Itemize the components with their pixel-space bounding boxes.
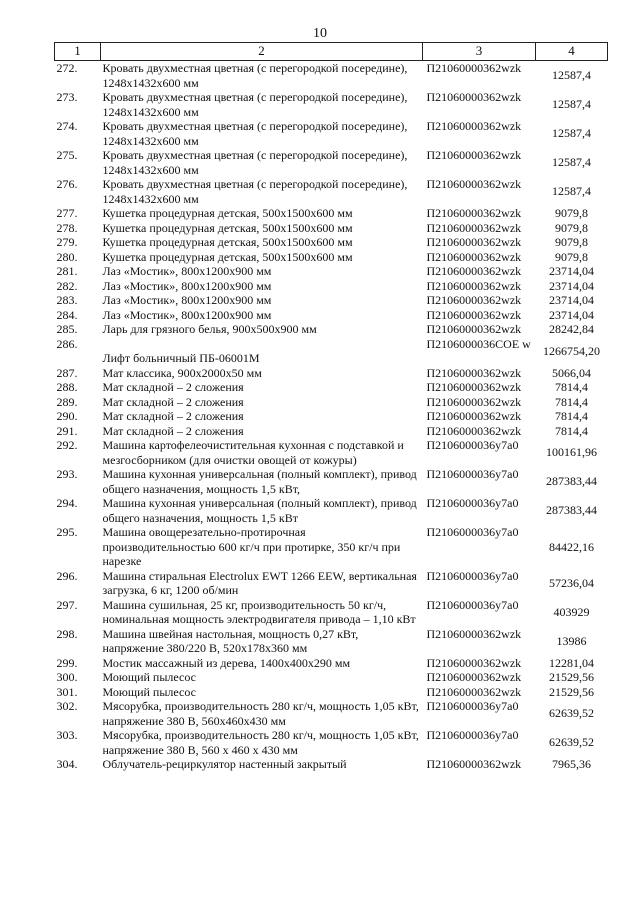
item-name: Машина стиральная Electrolux EWT 1266 EEW, вертикальная загрузка, 6 кг, 1200 об/мин [102,568,417,597]
row-number: 279. [56,235,78,249]
item-name: Лаз «Мостик», 800х1200х900 мм [102,264,272,278]
item-price: 13986 [556,633,587,648]
table-row [55,308,608,323]
row-number: 303. [56,728,78,742]
item-code: П21060000362wzk [426,148,522,162]
item-price: 5066,04 [552,365,591,380]
item-price: 21529,56 [549,684,594,699]
item-code: П21060000362wzk [426,206,522,220]
item-price: 403929 [553,604,590,619]
table-row [55,206,608,221]
item-code: П21060000362wzk [426,409,522,423]
item-code: П21060000362wzk [426,684,522,699]
table-row [55,119,608,148]
item-price: 9079,8 [555,220,588,235]
table-row [55,221,608,236]
table-row [55,409,608,424]
item-price: 7814,4 [555,409,588,423]
item-price: 21529,56 [549,670,594,684]
table-row [55,235,608,250]
table-row [55,250,608,265]
column-header-2: 2 [101,43,423,61]
item-code: П2106000036y7a0 [426,438,519,452]
table-row [55,525,608,569]
item-name: Машина кухонная универсальная (полный комплект), привод общего назначения, мощность 1,5 кВт, [102,467,417,496]
table-row [55,757,608,772]
table-row [55,670,608,685]
table-row [55,366,608,381]
item-code: П2106000036COE w [426,336,531,351]
item-price: 12281,04 [549,655,594,670]
item-code: П2106000036y7a0 [426,597,519,612]
item-name: Мат классика, 900х2000х50 мм [102,365,262,380]
row-number: 293. [56,467,78,481]
item-code: П2106000036y7a0 [426,568,519,583]
item-name: Кушетка процедурная детская, 500х1500х600 мм [102,235,353,249]
item-code: П21060000362wzk [426,380,522,394]
row-number: 289. [56,394,78,409]
row-number: 297. [56,597,78,612]
item-name: Кровать двухместная цветная (с перегородкой посередине), 1248х1432х600 мм [102,177,408,206]
row-number: 284. [56,307,78,322]
item-price: 12587,4 [552,68,591,83]
item-price: 9079,8 [555,235,588,249]
item-price: 23714,04 [549,307,594,322]
row-number: 299. [56,655,78,670]
item-price: 12587,4 [552,126,591,141]
item-code: П21060000362wzk [426,423,522,438]
table-row [55,380,608,395]
row-number: 291. [56,423,78,438]
row-number: 301. [56,684,78,699]
item-price: 7814,4 [555,423,588,438]
row-number: 304. [56,757,78,771]
item-price: 9079,8 [555,206,588,220]
row-number: 296. [56,568,78,583]
item-code: П2106000036y7a0 [426,467,519,481]
table-row [55,685,608,700]
page-number: 10 [313,26,327,41]
row-number: 274. [56,119,78,133]
item-name: Мясорубка, производительность 280 кг/ч, мощность 1,05 кВт, напряжение 380 В, 560 х 460 х 430 мм [102,728,419,757]
row-number: 290. [56,409,78,423]
item-name: Машина картофелеочистительная кухонная с подставкой и мезгосборником (для очистки овощей от кожуры) [102,438,404,467]
item-code: П21060000362wzk [426,235,522,249]
item-code: П21060000362wzk [426,220,522,235]
row-number: 294. [56,496,78,510]
item-price: 100161,96 [546,445,597,460]
item-code: П2106000036y7a0 [426,728,519,742]
table-row [55,627,608,656]
item-name: Машина сушильная, 25 кг, производительность 50 кг/ч, номинальная мощность электродвигателя привода – 1,10 кВт [102,597,416,626]
item-code: П21060000362wzk [426,61,522,75]
row-number: 287. [56,365,78,380]
item-name: Лифт больничный ПБ-06001М [102,351,260,365]
item-name: Кровать двухместная цветная (с перегородкой посередине), 1248х1432х600 мм [102,61,408,90]
table-row [55,148,608,177]
item-price: 7814,4 [555,380,588,394]
inventory-table [54,42,608,772]
item-code: П21060000362wzk [426,278,522,293]
item-price: 23714,04 [549,293,594,307]
item-name: Облучатель-рециркулятор настенный закрытый [102,757,347,771]
item-name: Ларь для грязного белья, 900х500х900 мм [102,322,317,336]
row-number: 273. [56,90,78,104]
table-row [55,424,608,439]
column-header-4: 4 [536,43,608,61]
item-price: 12587,4 [552,184,591,199]
item-name: Кушетка процедурная детская, 500х1500х600 мм [102,206,353,220]
row-number: 286. [56,336,78,351]
item-code: П21060000362wzk [426,307,522,322]
item-price: 7965,36 [552,757,591,771]
item-name: Кушетка процедурная детская, 500х1500х600 мм [102,249,353,264]
row-number: 285. [56,322,78,336]
table-row [55,90,608,119]
item-name: Кровать двухместная цветная (с перегородкой посередине), 1248х1432х600 мм [102,90,408,119]
item-code: П2106000036y7a0 [426,699,519,713]
item-price: 1266754,20 [543,343,600,358]
table-row [55,728,608,757]
item-code: П21060000362wzk [426,394,522,409]
item-code: П21060000362wzk [426,119,522,133]
item-price: 57236,04 [549,575,594,590]
table-row [55,279,608,294]
table-row [55,61,608,91]
item-name: Мясорубка, производительность 280 кг/ч, мощность 1,05 кВт, напряжение 380 В, 560х460х430 мм [102,699,419,728]
item-price: 9079,8 [555,249,588,264]
item-code: П21060000362wzk [426,365,522,380]
item-code: П21060000362wzk [426,757,522,771]
row-number: 275. [56,148,78,162]
table-row [55,699,608,728]
table-row [55,322,608,337]
table-row [55,395,608,410]
table-row [55,177,608,206]
table-row [55,656,608,671]
item-price: 62639,52 [549,735,594,750]
item-price: 84422,16 [549,539,594,554]
item-name: Мат складной – 2 сложения [102,380,244,394]
item-name: Лаз «Мостик», 800х1200х900 мм [102,293,272,307]
row-number: 298. [56,626,78,641]
item-name: Кровать двухместная цветная (с перегородкой посередине), 1248х1432х600 мм [102,119,408,148]
item-code: П21060000362wzk [426,626,522,641]
item-code: П21060000362wzk [426,322,522,336]
item-name: Лаз «Мостик», 800х1200х900 мм [102,307,272,322]
row-number: 272. [56,61,78,75]
column-header-1: 1 [55,43,101,61]
table-header [55,43,608,61]
row-number: 280. [56,249,78,264]
row-number: 282. [56,278,78,293]
row-number: 302. [56,699,78,713]
row-number: 288. [56,380,78,394]
item-price: 287383,44 [546,503,597,518]
item-price: 62639,52 [549,706,594,721]
table-row [55,467,608,496]
item-name: Моющий пылесос [102,670,196,684]
item-price: 23714,04 [549,264,594,278]
row-number: 276. [56,177,78,191]
item-price: 12587,4 [552,155,591,170]
item-code: П2106000036y7a0 [426,496,519,510]
table-row [55,598,608,627]
table-row [55,569,608,598]
table-body [55,61,608,772]
item-price: 12587,4 [552,97,591,112]
item-code: П21060000362wzk [426,670,522,684]
item-code: П21060000362wzk [426,655,522,670]
item-name: Моющий пылесос [102,684,196,699]
table-row [55,264,608,279]
table-row [55,496,608,525]
item-price: 287383,44 [546,474,597,489]
item-price: 28242,84 [549,322,594,336]
row-number: 281. [56,264,78,278]
table-row [55,438,608,467]
column-header-3: 3 [423,43,536,61]
table-row [55,293,608,308]
item-name: Мостик массажный из дерева, 1400х400х290 мм [102,655,351,670]
item-name: Мат складной – 2 сложения [102,423,244,438]
item-code: П21060000362wzk [426,177,522,191]
item-name: Машина швейная настольная, мощность 0,27 кВт, напряжение 380/220 В, 520х178х360 мм [102,626,359,655]
item-name: Кровать двухместная цветная (с перегородкой посередине), 1248х1432х600 мм [102,148,408,177]
item-name: Мат складной – 2 сложения [102,394,244,409]
row-number: 292. [56,438,78,452]
item-code: П21060000362wzk [426,293,522,307]
table-row [55,337,608,366]
row-number: 277. [56,206,78,220]
item-code: П21060000362wzk [426,264,522,278]
item-price: 7814,4 [555,394,588,409]
item-name: Машина овощерезательно-протирочная производительностью 600 кг/ч при протирке, 350 кг/ч при нарезке [102,525,401,568]
item-code: П2106000036y7a0 [426,525,519,539]
item-code: П21060000362wzk [426,249,522,264]
row-number: 300. [56,670,78,684]
row-number: 278. [56,220,78,235]
item-name: Машина кухонная универсальная (полный комплект), привод общего назначения, мощность 1,5 кВт [102,496,417,525]
item-name: Мат складной – 2 сложения [102,409,244,423]
row-number: 283. [56,293,78,307]
item-price: 23714,04 [549,278,594,293]
item-name: Кушетка процедурная детская, 500х1500х600 мм [102,220,353,235]
item-code: П21060000362wzk [426,90,522,104]
item-name: Лаз «Мостик», 800х1200х900 мм [102,278,272,293]
row-number: 295. [56,525,78,539]
